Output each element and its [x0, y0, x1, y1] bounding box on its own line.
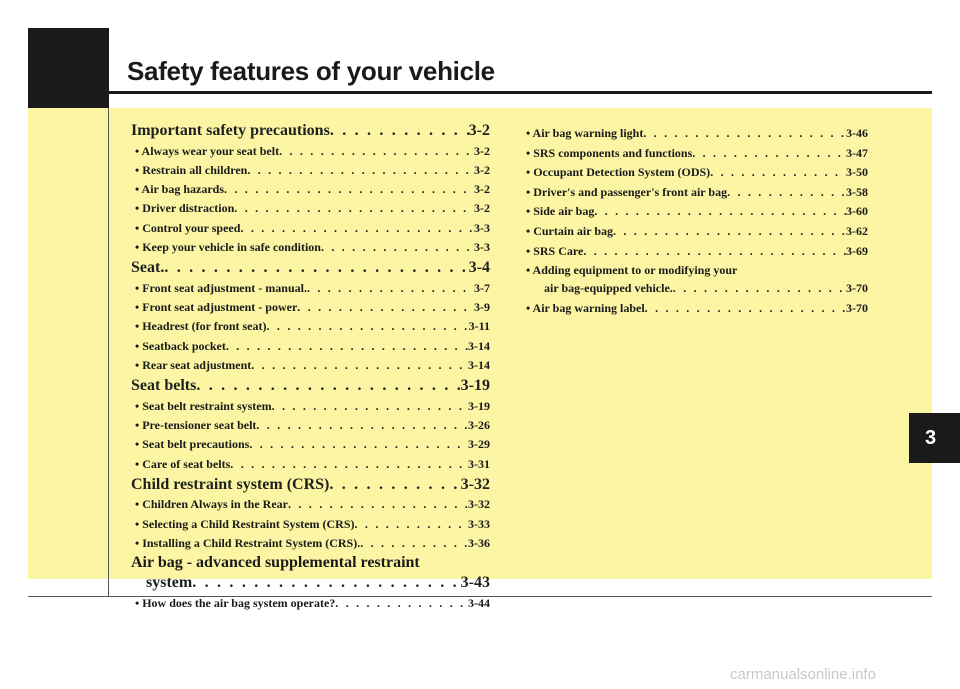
toc-leader-dots — [249, 435, 468, 454]
toc-entry[interactable] — [131, 356, 490, 375]
toc-entry[interactable] — [131, 495, 490, 514]
toc-leader-dots — [234, 199, 474, 218]
toc-entry-page: 3-36 — [468, 536, 490, 551]
toc-entry[interactable] — [526, 183, 868, 203]
toc-leader-dots — [613, 222, 846, 242]
chapter-tab[interactable]: 3 — [909, 413, 960, 463]
toc-entry[interactable] — [526, 202, 868, 222]
toc-leader-dots — [288, 495, 468, 514]
toc-entry[interactable] — [131, 375, 490, 397]
toc-leader-dots — [224, 180, 474, 199]
toc-entry[interactable] — [526, 163, 868, 183]
toc-leader-dots — [307, 279, 474, 298]
toc-entry-label: • Selecting a Child Restraint System (CRS) — [135, 516, 355, 531]
toc-entry[interactable] — [131, 534, 490, 553]
toc-entry-page: 3-69 — [846, 243, 868, 258]
toc-leader-dots — [673, 279, 846, 299]
toc-entry[interactable] — [131, 298, 490, 317]
toc-entry-page: 3-32 — [468, 497, 490, 512]
toc-entry-label: • Restrain all children — [135, 162, 248, 177]
toc-leader-dots — [272, 397, 468, 416]
toc-entry[interactable] — [526, 279, 868, 299]
toc-leader-dots — [256, 416, 468, 435]
toc-entry-label: • Children Always in the Rear — [135, 497, 288, 512]
toc-entry[interactable] — [131, 279, 490, 298]
toc-entry-label: system — [146, 574, 193, 592]
toc-entry-label: air bag-equipped vehicle. — [544, 281, 673, 296]
toc-entry-page: 3-19 — [460, 377, 490, 395]
toc-entry-label: • Seat belt precautions — [135, 437, 250, 452]
toc-entry-page: 3-7 — [474, 280, 490, 295]
toc-entry-label: • Seatback pocket — [135, 338, 226, 353]
toc-entry-label: Seat. — [131, 259, 165, 277]
toc-leader-dots — [297, 298, 474, 317]
toc-entry-label: • How does the air bag system operate? — [135, 595, 336, 610]
toc-entry-label: Important safety precautions — [131, 122, 330, 139]
toc-leader-dots — [329, 474, 460, 496]
watermark: carmanualsonline.info — [730, 666, 876, 683]
toc-leader-dots — [727, 183, 846, 203]
toc-leader-dots — [251, 356, 468, 375]
toc-leader-dots — [583, 242, 846, 262]
toc-entry-page: 3-29 — [468, 437, 490, 452]
toc-entry-page: 3-33 — [468, 516, 490, 531]
toc-entry[interactable] — [131, 416, 490, 435]
toc-entry-page: 3-3 — [474, 220, 490, 235]
toc-entry-page: 3-50 — [846, 165, 868, 180]
toc-entry[interactable] — [131, 238, 490, 257]
title-rule — [109, 91, 932, 94]
toc-entry[interactable] — [526, 124, 868, 144]
toc-entry-page: 3-11 — [468, 319, 490, 334]
toc-leader-dots — [247, 161, 474, 180]
toc-leader-dots — [330, 120, 469, 142]
toc-entry[interactable] — [131, 397, 490, 416]
toc-entry[interactable] — [131, 161, 490, 180]
toc-entry-label: • SRS components and functions — [526, 145, 693, 160]
toc-entry-label: • Seat belt restraint system — [135, 398, 272, 413]
toc-entry-label: • Installing a Child Restraint System (CRS). — [135, 536, 361, 551]
toc-entry-page: 3-47 — [846, 145, 868, 160]
toc-entry[interactable] — [131, 572, 490, 594]
corner-block — [28, 28, 109, 108]
toc-entry-label: • Keep your vehicle in safe condition — [135, 239, 321, 254]
toc-entry[interactable] — [526, 144, 868, 164]
toc-leader-dots — [196, 375, 460, 397]
toc-left-column — [131, 120, 490, 613]
toc-entry[interactable] — [131, 257, 490, 279]
toc-entry[interactable] — [131, 317, 490, 336]
toc-entry-page: 3-31 — [468, 456, 490, 471]
toc-leader-dots — [240, 219, 474, 238]
toc-right-column — [526, 124, 868, 318]
toc-leader-dots — [360, 534, 468, 553]
toc-leader-dots — [267, 317, 469, 336]
toc-entry-page: 3-2 — [468, 122, 490, 139]
toc-leader-dots — [710, 163, 846, 183]
toc-entry-page: 3-2 — [474, 162, 490, 177]
toc-leader-dots — [355, 515, 468, 534]
toc-leader-dots — [335, 594, 468, 613]
page-title: Safety features of your vehicle — [127, 56, 495, 86]
toc-entry-label: • Occupant Detection System (ODS) — [526, 165, 711, 180]
toc-entry[interactable] — [131, 594, 490, 613]
toc-entry-page: 3-14 — [468, 338, 490, 353]
toc-entry-label: • Pre-tensioner seat belt — [135, 418, 257, 433]
toc-entry[interactable] — [131, 455, 490, 474]
toc-entry[interactable] — [131, 199, 490, 218]
toc-leader-dots — [192, 572, 460, 594]
toc-leader-dots — [594, 202, 846, 222]
toc-entry[interactable] — [131, 515, 490, 534]
toc-entry[interactable] — [526, 242, 868, 262]
toc-entry-label: • Control your speed — [135, 220, 241, 235]
toc-entry[interactable] — [131, 120, 490, 142]
toc-entry-page: 3-2 — [474, 143, 490, 158]
toc-entry-label: • Air bag warning label — [526, 300, 645, 315]
toc-entry-page: 3-26 — [468, 418, 490, 433]
toc-entry-label: Child restraint system (CRS) — [131, 475, 330, 493]
toc-entry-page: 3-19 — [468, 398, 490, 413]
toc-entry-label: • Front seat adjustment - power — [135, 300, 298, 315]
toc-leader-dots — [645, 299, 846, 319]
toc-entry-page: 3-4 — [468, 259, 490, 277]
toc-entry-page: 3-2 — [474, 182, 490, 197]
toc-entry[interactable] — [131, 435, 490, 454]
toc-entry-page: 3-70 — [846, 300, 868, 315]
toc-entry-page: 3-60 — [846, 204, 868, 219]
toc-entry-label: • Air bag hazards — [135, 182, 224, 197]
toc-entry-page: 3-43 — [460, 574, 490, 592]
toc-entry-label: Seat belts — [131, 377, 197, 395]
toc-entry-label: • Always wear your seat belt — [135, 143, 280, 158]
toc-entry[interactable] — [131, 219, 490, 238]
toc-entry-label: • Headrest (for front seat) — [135, 319, 267, 334]
toc-entry-page: 3-3 — [474, 239, 490, 254]
toc-entry-page: 3-58 — [846, 184, 868, 199]
toc-entry-label: • Curtain air bag — [526, 223, 613, 238]
toc-entry[interactable] — [131, 337, 490, 356]
toc-entry-label: • Driver's and passenger's front air bag — [526, 184, 728, 199]
toc-entry[interactable] — [131, 180, 490, 199]
toc-entry-label: • Care of seat belts — [135, 456, 231, 471]
toc-entry-label: • SRS Care — [526, 243, 584, 258]
toc-entry-page: 3-46 — [846, 126, 868, 140]
toc-entry-label: • Side air bag — [526, 204, 595, 219]
toc-entry[interactable] — [526, 222, 868, 242]
toc-entry-label: • Rear seat adjustment — [135, 357, 252, 372]
toc-leader-dots — [230, 455, 468, 474]
toc-entry-page: 3-70 — [846, 281, 868, 296]
toc-leader-dots — [279, 142, 474, 161]
toc-leader-dots — [164, 257, 468, 279]
toc-entry[interactable] — [131, 142, 490, 161]
toc-entry-label-line: Air bag - advanced supplemental restraint — [131, 554, 420, 572]
toc-entry-page: 3-32 — [460, 475, 490, 493]
toc-entry-label-line: • Adding equipment to or modifying your — [526, 263, 738, 278]
margin-rule — [108, 108, 109, 596]
toc-entry-page: 3-9 — [474, 300, 490, 315]
toc-leader-dots — [643, 124, 846, 144]
toc-entry-page: 3-62 — [846, 223, 868, 238]
toc-entry[interactable] — [526, 299, 868, 319]
toc-entry-page: 3-14 — [468, 357, 490, 372]
toc-leader-dots — [321, 238, 474, 257]
toc-entry-page: 3-2 — [474, 201, 490, 216]
toc-entry-page: 3-44 — [468, 595, 490, 610]
toc-entry-label: • Driver distraction — [135, 201, 235, 216]
toc-leader-dots — [226, 337, 468, 356]
toc-entry-label: • Front seat adjustment - manual. — [135, 280, 307, 295]
toc-entry[interactable] — [131, 474, 490, 496]
toc-leader-dots — [692, 144, 846, 164]
toc-entry-label: • Air bag warning light — [526, 126, 644, 140]
